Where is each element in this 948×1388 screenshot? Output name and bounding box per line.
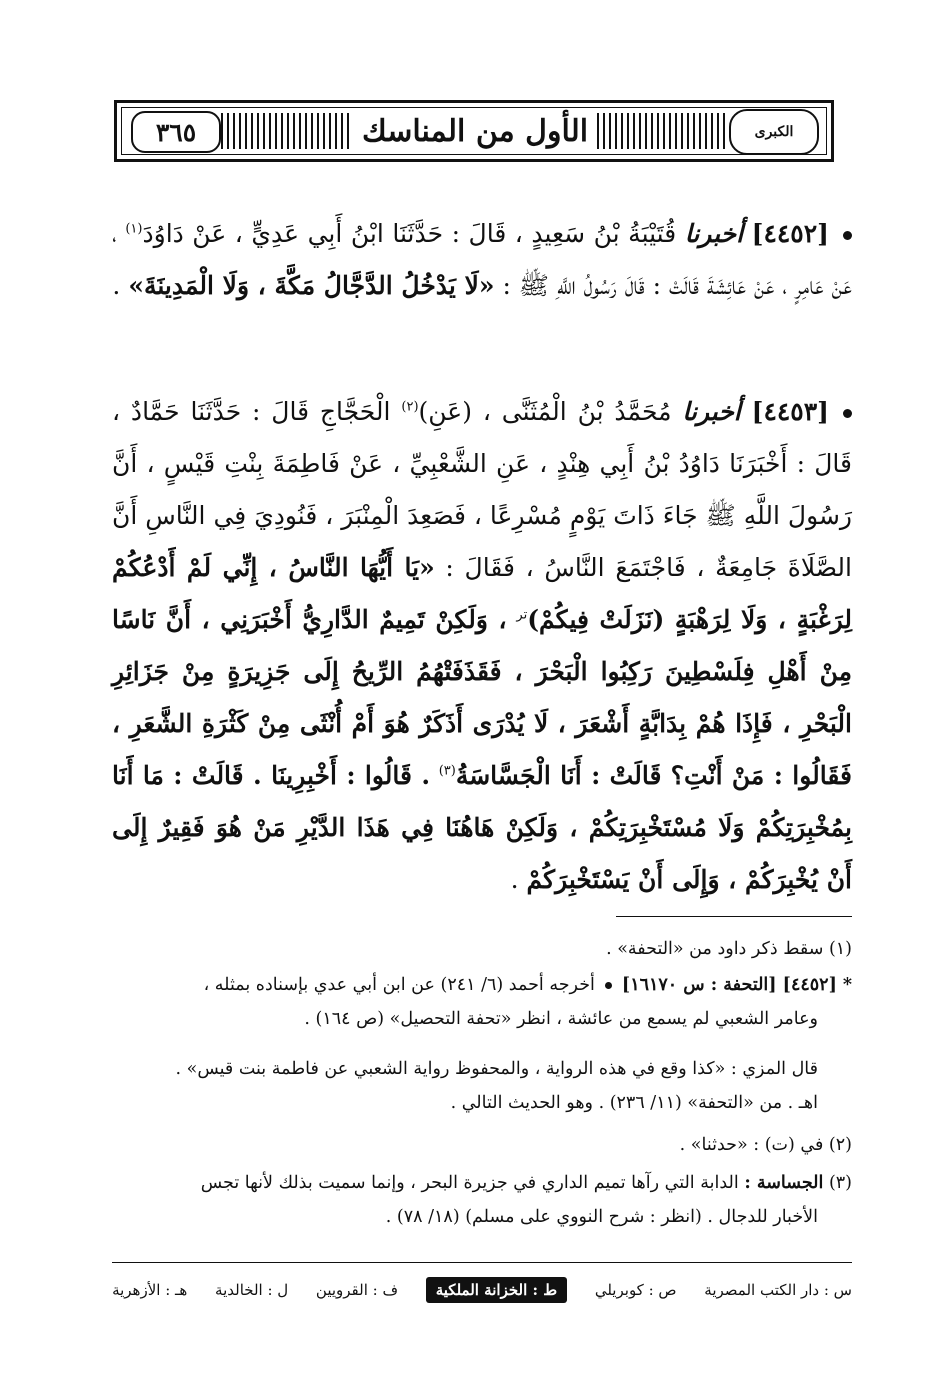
matn-quote-c: . قَالُوا : أَخْبِرِينَا . قَالَتْ : مَا أَنَا بِمُخْبِرَتِكُمْ وَلَا مُسْتَخْبِرَتِكُمْ ، وَلَكِنْ هَاهُنَا فِي هَذَا الدَّيْرِ مَنْ هُوَ فَقِيرٌ إِلَى أَنْ يُخْبِرَكُمْ ، وَإِلَى أَنْ يَسْتَخْبِرَكُمْ (112, 761, 852, 894)
footnote-3-term: الجساسة : (744, 1173, 824, 1193)
isnad-text: قُتَيْبَةُ بْنُ سَعِيدٍ ، قَالَ : حَدَّثَنَا ابْنُ أَبِي عَدِيٍّ ، عَنْ دَاوُدَ (142, 219, 677, 248)
source-item: ص : كوبريلي (594, 1281, 677, 1299)
footnote-mizzi (112, 1052, 852, 1120)
end-mark: . (112, 271, 121, 300)
footnote-3-number: (٣) (828, 1173, 852, 1193)
matn-quote-a: «يَا أَيُّهَا النَّاسُ ، إِنِّي لَمْ أَدْعُكُمْ لِرَغْبَةٍ ، وَلَا لِرَهْبَةٍ (نَزَلَتْ فِيكُمْ) (112, 553, 852, 634)
footnote-separator (616, 916, 852, 917)
header-ornament-left (221, 113, 353, 149)
header-title-box (353, 109, 597, 153)
akhbarana-label: أخبرنا (684, 219, 744, 248)
footnote-2 (112, 1128, 852, 1162)
footnote-1 (112, 932, 852, 966)
source-item: ف : القرويين (315, 1281, 399, 1299)
footnote-1-text: (١) سقط ذكر داود من «التحفة» . (606, 939, 852, 959)
takhrij-bracket: [٤٤٥٢] [التحفة : س ١٦١٧٠] (621, 975, 837, 995)
dot-icon (605, 982, 612, 989)
mizzi-line-1: قال المزي : «كذا وقع في هذه الرواية ، والمحفوظ رواية الشعبي عن فاطمة بنت قيس» . (175, 1059, 818, 1079)
matn-quote-b: ، وَلَكِنْ تَمِيمٌ الدَّارِيُّ أَخْبَرَنِي ، أَنَّ نَاسًا مِنْ أَهْلِ فِلَسْطِينَ رَكِبُوا الْبَحْرَ ، فَقَذَفَتْهُمُ الرِّيحُ إِلَى جَزِيرَةٍ مِنْ جَزَائِرِ الْبَحْرِ ، فَإِذَا هُمْ بِدَابَّةٍ أَشْعَرَ ، لَا يُدْرَى أَذَكَرٌ هُوَ أَمْ أُنْثَى مِنْ كَثْرَةِ الشَّعَرِ ، فَقَالُوا : مَنْ أَنْتِ؟ قَالَتْ : أَنَا الْجَسَّاسَةُ (112, 605, 852, 790)
chapter-title: الأول من المناسك (361, 113, 589, 149)
footnote-takhrij-4452 (112, 968, 852, 1036)
asterisk-icon: * (842, 975, 852, 995)
footnote-ref-3[interactable]: (٣) (438, 763, 456, 779)
manuscript-sources (112, 1270, 852, 1310)
isnad-text-a: مُحَمَّدُ بْنُ الْمُثَنَّى ، (عَنِ) (418, 397, 672, 426)
footnote-ref-2[interactable]: (٢) (401, 399, 419, 415)
source-item-highlighted: ط : الخزانة الملكية (426, 1277, 567, 1303)
footnote-ref-1[interactable]: (١) (125, 221, 143, 237)
footer-rule (112, 1262, 852, 1263)
footnote-3-continuation: الأخبار للدجال . (انظر : شرح النووي على مسلم) (١٨/ ٧٨) . (385, 1207, 818, 1227)
matn-quote: «لَا يَدْخُلُ الدَّجَّالُ مَكَّةَ ، وَلَا الْمَدِينَةَ» (128, 271, 495, 300)
source-item: س : دار الكتب المصرية (704, 1281, 852, 1299)
end-mark: . (510, 865, 519, 894)
isnad-tail: ، عَنْ عَامِرٍ ، عَنْ عَائِشَةَ قَالَتْ : قَالَ رَسُولُ اللَّهِ ﷺ : (112, 219, 852, 300)
hadith-4452 (112, 208, 852, 312)
book-logo-text: الكبرى (754, 124, 794, 140)
isnad-text-b: الْحَجَّاجِ قَالَ : حَدَّثَنَا حَمَّادٌ ، قَالَ : أَخْبَرَنَا دَاوُدُ بْنُ أَبِي هِنْدٍ ، عَنِ الشَّعْبِيِّ ، عَنْ فَاطِمَةَ بِنْتِ قَيْسٍ ، أَنَّ رَسُولَ اللَّهِ ﷺ جَاءَ ذَاتَ يَوْمٍ مُسْرِعًا ، فَصَعِدَ الْمِنْبَرَ ، فَنُودِيَ فِي النَّاسِ أَنَّ الصَّلَاةَ جَامِعَةٌ ، فَاجْتَمَعَ النَّاسُ ، فَقَالَ : (112, 397, 852, 582)
bullet-icon (843, 231, 852, 240)
page-number: ٣٦٥ (155, 117, 197, 147)
variant-mark: تر (516, 607, 528, 623)
book-logo (729, 109, 819, 155)
hadith-number: [٤٤٥٢] (751, 219, 829, 248)
source-item: ل : الخالدية (215, 1281, 289, 1299)
footnote-3 (112, 1166, 852, 1234)
takhrij-text: أخرجه أحمد (٦/ ٢٤١) عن ابن أبي عدي بإسناده بمثله ، (203, 975, 595, 995)
header-ornament-right (597, 113, 727, 149)
hadith-number: [٤٤٥٣] (751, 397, 830, 426)
akhbarana-label: أخبرنا (682, 397, 741, 426)
footnote-3-text: الدابة التي رآها تميم الداري في جزيرة البحر ، وإنما سميت بذلك لأنها تجس (200, 1173, 739, 1193)
bullet-icon (843, 409, 852, 418)
footnote-2-text: (٢) في (ت) : «حدثنا» . (679, 1135, 852, 1155)
takhrij-continuation: وعامر الشعبي لم يسمع من عائشة ، انظر «تحفة التحصيل» (ص ١٦٤) . (304, 1009, 818, 1029)
mizzi-line-2: اهـ . من «التحفة» (١١/ ٢٣٦) . وهو الحديث التالي . (450, 1093, 818, 1113)
hadith-4453 (112, 386, 852, 906)
page-number-box (131, 111, 221, 153)
page-header (114, 100, 834, 162)
source-item: هـ : الأزهرية (112, 1281, 188, 1299)
